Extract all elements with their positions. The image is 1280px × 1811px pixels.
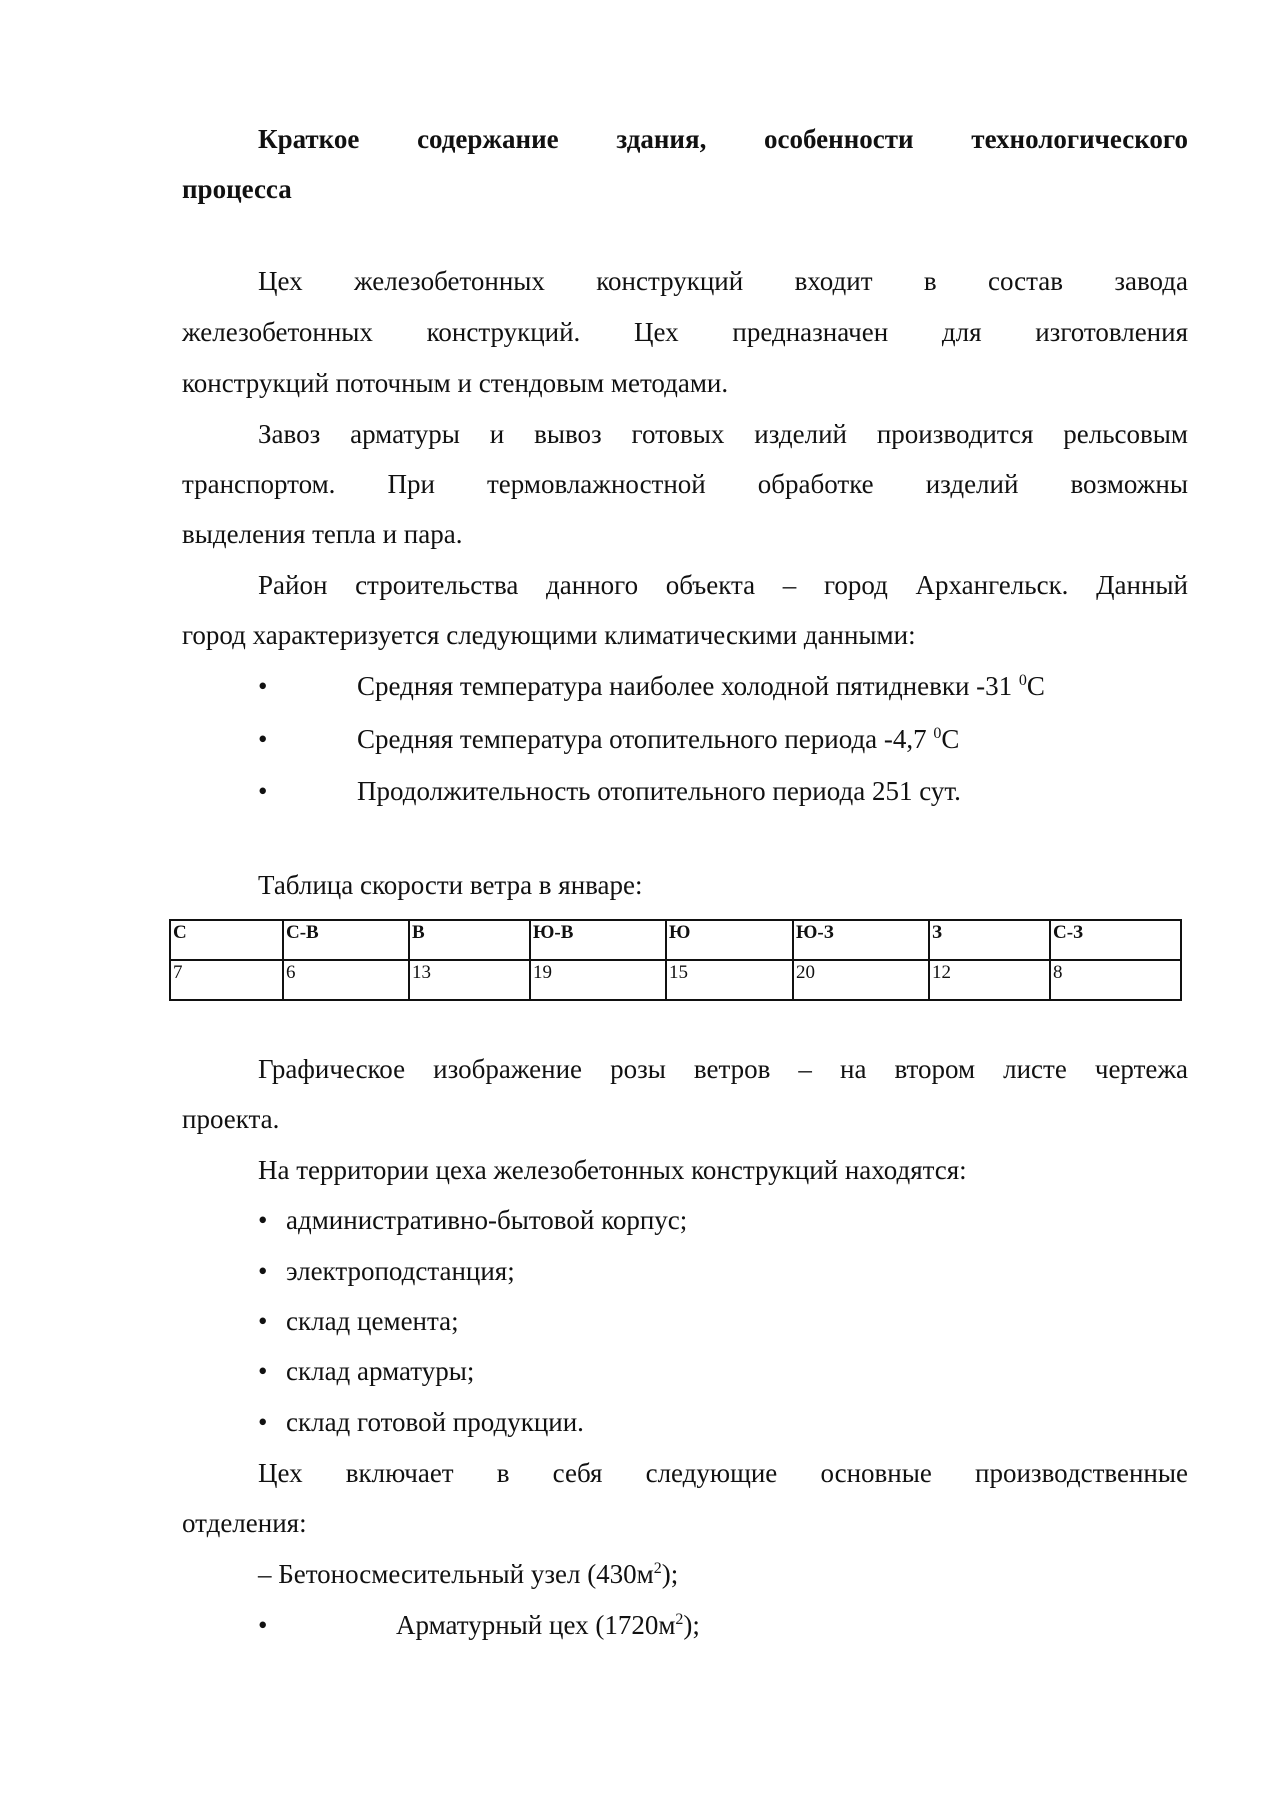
para4-line-2: проекта.: [182, 1104, 280, 1134]
table-cell: 8: [1050, 960, 1181, 1000]
heading-line-2: процесса: [182, 174, 292, 204]
list-item-text: административно-бытовой корпус;: [286, 1205, 688, 1235]
list-item-text: электроподстанция;: [286, 1256, 515, 1286]
para1-line-2: железобетонных конструкций. Цех предназначен для изготовления: [182, 317, 1188, 347]
department-text: Арматурный цех $(1720м^2)$;: [396, 1610, 700, 1640]
table-cell: 13: [409, 960, 530, 1000]
table-cell: 15: [666, 960, 793, 1000]
bullet: •: [258, 1356, 268, 1386]
table-header-cell: Ю: [666, 920, 793, 960]
table-header-cell: С-В: [283, 920, 409, 960]
table-header-row: [170, 920, 1181, 960]
bullet: •: [258, 776, 268, 806]
para2-line-1: Завоз арматуры и вывоз готовых изделий производится рельсовым: [258, 419, 1188, 449]
para3-line-2: город характеризуется следующими климатическими данными:: [182, 620, 916, 650]
wind-table-caption: Таблица скорости ветра в январе:: [258, 870, 643, 900]
table-cell: 6: [283, 960, 409, 1000]
table-cell: 7: [170, 960, 283, 1000]
bullet: •: [258, 671, 268, 701]
bullet: •: [258, 1407, 268, 1437]
table-header-cell: Ю-В: [530, 920, 666, 960]
list-item-text: склад арматуры;: [286, 1356, 475, 1386]
para3-line-1: Район строительства данного объекта – город Архангельск. Данный: [258, 570, 1188, 600]
table-header-cell: С-З: [1050, 920, 1181, 960]
para2-line-3: выделения тепла и пара.: [182, 519, 463, 549]
bullet: •: [258, 1610, 268, 1640]
para5-line-2: отделения:: [182, 1508, 307, 1538]
table-cell: 20: [793, 960, 929, 1000]
bullet: •: [258, 1306, 268, 1336]
climate-text: Продолжительность отопительного периода 251 сут.: [357, 776, 961, 806]
para4-line-1: Графическое изображение розы ветров – на втором листе чертежа: [258, 1054, 1188, 1084]
table-cell: 19: [530, 960, 666, 1000]
heading-line-1: Краткое содержание здания, особенности технологического: [258, 124, 1188, 154]
territory-intro: На территории цеха железобетонных конструкций находятся:: [258, 1155, 967, 1185]
climate-text: Средняя температура отопительного периода -4,7 $^0$С: [357, 724, 960, 754]
bullet: •: [258, 724, 268, 754]
table-header-cell: З: [929, 920, 1050, 960]
para1-line-3: конструкций поточным и стендовым методами.: [182, 368, 729, 398]
table-header-cell: В: [409, 920, 530, 960]
table-cell: 12: [929, 960, 1050, 1000]
list-item-text: склад готовой продукции.: [286, 1407, 584, 1437]
para5-line-1: Цех включает в себя следующие основные производственные: [258, 1458, 1188, 1488]
table-header-cell: Ю-З: [793, 920, 929, 960]
department-text: – Бетоносмесительный узел $(430м^2)$;: [258, 1559, 679, 1589]
wind-speed-table: [169, 919, 1182, 1001]
list-item-text: склад цемента;: [286, 1306, 459, 1336]
para1-line-1: Цех железобетонных конструкций входит в состав завода: [258, 266, 1188, 296]
bullet: •: [258, 1256, 268, 1286]
para2-line-2: транспортом. При термовлажностной обработке изделий возможны: [182, 469, 1188, 499]
bullet: •: [258, 1205, 268, 1235]
climate-text: Средняя температура наиболее холодной пятидневки -31 $^0$С: [357, 671, 1045, 701]
table-row: [170, 960, 1181, 1000]
table-header-cell: С: [170, 920, 283, 960]
